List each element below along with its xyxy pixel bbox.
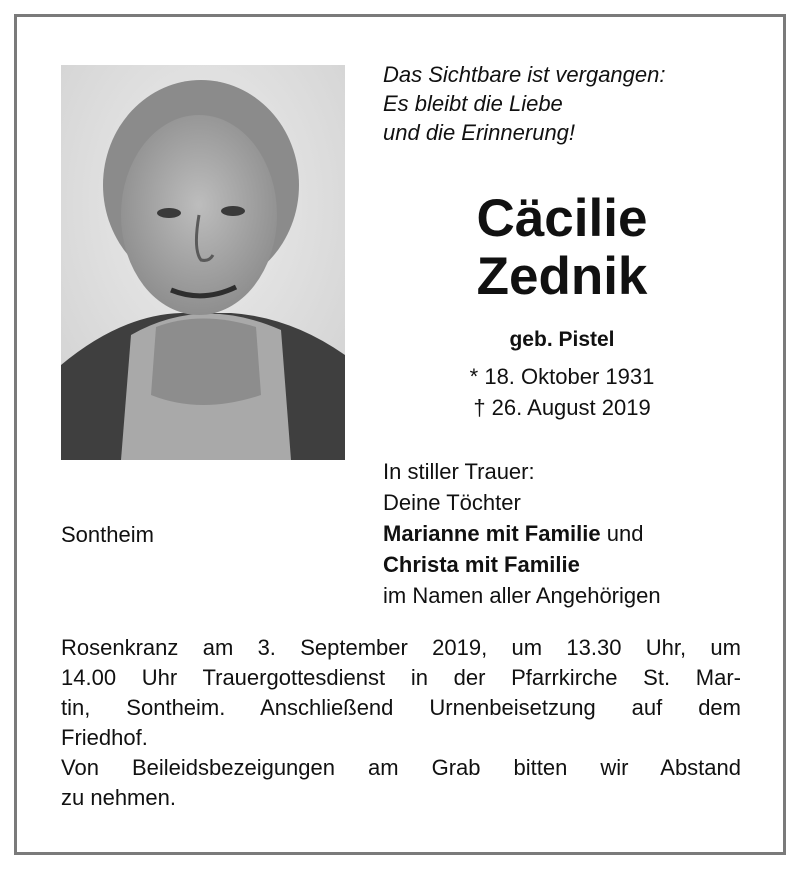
notice-line: Friedhof. [61,725,148,750]
portrait-image [61,65,345,460]
mourners [383,456,773,611]
mourner-connector: und [600,521,644,546]
portrait-photo [61,65,345,460]
death-date: † 26. August 2019 [473,395,651,420]
mourner-line [383,549,773,580]
deceased-name [383,190,741,306]
first-name: Cäcilie [476,189,648,248]
life-dates [383,361,741,423]
mourners-closing: im Namen aller Angehörigen [383,583,661,608]
birth-date: * 18. Oktober 1931 [469,364,655,389]
quote [383,60,763,147]
quote-line: und die Erinnerung! [383,120,576,145]
quote-line: Das Sichtbare ist vergangen: [383,62,666,87]
last-name: Zednik [476,247,648,306]
mourner-name: Christa mit Familie [383,552,580,577]
funeral-notice [61,633,741,813]
mourner-name: Marianne mit Familie [383,521,601,546]
mourners-relation: Deine Töchter [383,490,521,515]
place: Sontheim [61,522,154,547]
notice-line: 14.00 Uhr Trauergottesdienst in der Pfarrkirche St. Mar- [61,665,741,690]
notice-line: tin, Sontheim. Anschließend Urnenbeisetzung auf dem [61,695,741,720]
notice-line: zu nehmen. [61,785,176,810]
mourner-line [383,518,773,549]
mourners-intro: In stiller Trauer: [383,459,535,484]
quote-line: Es bleibt die Liebe [383,91,563,116]
notice-line: Rosenkranz am 3. September 2019, um 13.30 Uhr, um [61,635,741,660]
born-name: geb. Pistel [509,328,615,351]
notice-line: Von Beileidsbezeigungen am Grab bitten wir Abstand [61,755,741,780]
